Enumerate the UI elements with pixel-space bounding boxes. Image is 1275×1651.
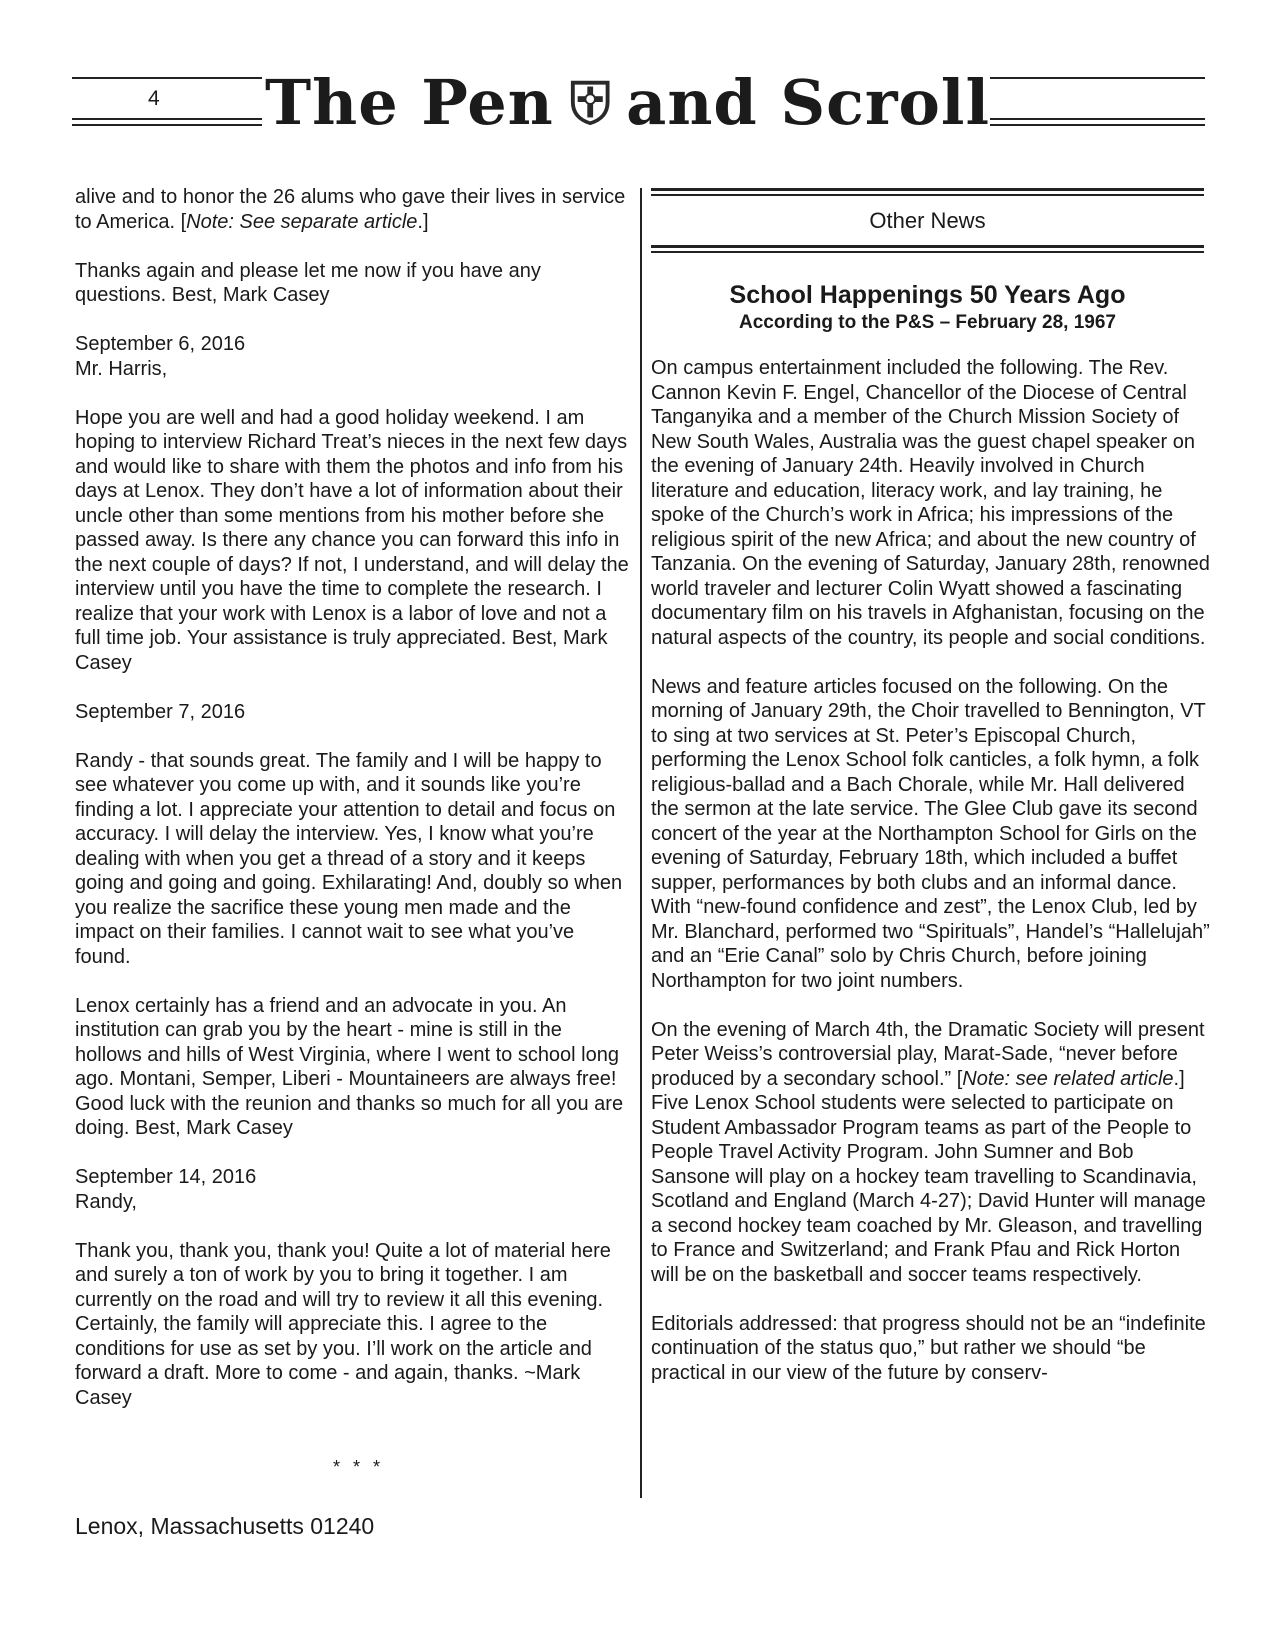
paragraph [651, 1018, 1211, 1288]
masthead-rule-right-top [990, 77, 1205, 79]
crest-icon [568, 76, 612, 128]
column-divider [640, 188, 642, 1498]
text: .] [417, 210, 429, 233]
paragraph: Hope you are well and had a good holiday weekend. I am hoping to interview Richard Treat’s nieces in the next few days and would like to share with them the photos and info from his days at Lenox. They don’t have a lot of information about their uncle other than some mentions from his mother before she passed away. Is there any chance you can forward this info in the next couple of days? If not, I understand, and will delay the interview until you have the time to complete the research. I realize that your work with Lenox is a labor of love and not a full time job. Your assistance is truly appreciated. Best, Mark Casey [75, 406, 629, 674]
page-number: 4 [148, 87, 160, 110]
right-column [651, 356, 1211, 1410]
letter-date: September 6, 2016 [75, 333, 246, 355]
section-label: Other News [869, 208, 986, 233]
letter-salutation: Randy, [75, 1190, 137, 1213]
article-title: School Happenings 50 Years Ago [729, 281, 1126, 309]
masthead-title-right: and Scroll [626, 65, 990, 139]
paragraph: News and feature articles focused on the following. On the morning of January 29th, the Choir travelled to Bennington, VT to sing at two services at St. Peter’s Episcopal Church, performing the Lenox School folk canticles, a folk hymn, a folk religious-ballad and a Bach Chorale, while Mr. Hall delivered the sermon at the late service. The Glee Club gave its second concert of the year at the Northampton School for Girls on the evening of Saturday, February 18th, which included a buffet supper, performances by both clubs and an informal dance. With “new-found confidence and zest”, the Lenox Club, led by Mr. Blanchard, performed two “Spirituals”, Handel’s “Hallelujah” and an “Erie Canal” solo by Chris Church, before joining Northampton for two joint numbers. [651, 675, 1210, 992]
note-text: Note: see related article [962, 1067, 1174, 1090]
section-header [651, 188, 1204, 253]
paragraph: Editorials addressed: that progress should not be an “indefinite continuation of the status quo,” but rather we should “be practical in our view of the future by conserv- [651, 1312, 1206, 1384]
masthead-title-left: The Pen [265, 65, 554, 139]
letter-date: September 7, 2016 [75, 700, 246, 723]
note-text: Note: See separate article [186, 210, 418, 233]
section-rule-top [651, 188, 1204, 196]
paragraph: Randy - that sounds great. The family and I will be happy to see whatever you come up with, and it sounds like you’re finding a lot. I appreciate your attention to detail and focus on accuracy. I will delay the interview. Yes, I know what you’re dealing with when you get a thread of a story and it keeps going and going and going. Exhilarating! And, doubly so when you realize the sacrifice these young men made and the impact on their families. I cannot wait to see what you’ve found. [75, 749, 623, 968]
masthead-rule-left-top [72, 77, 262, 79]
paragraph [75, 185, 630, 234]
text: .] Five Lenox School students were selected to participate on Student Ambassador Program teams as part of the People to People Travel Activity Program. John Sumner and Bob Sansone will play on a hockey team travelling to Scandinavia, Scotland and England (March 4-27); David Hunter will manage a second hockey team coached by Mr. Gleason, and travelling to France and Switzerland; and Frank Pfau and Rick Horton will be on the basketball and soccer teams respectively. [651, 1067, 1206, 1286]
paragraph: Thank you, thank you, thank you! Quite a lot of material here and surely a ton of work by you to bring it together. I am currently on the road and will try to review it all this evening. Certainly, the family will appreciate this. I agree to the conditions for use as set by you. I’ll work on the article and forward a draft. More to come - and again, thanks. ~Mark Casey [75, 1239, 611, 1409]
paragraph: On campus entertainment included the following. The Rev. Cannon Kevin F. Engel, Chancellor of the Diocese of Central Tanganyika and a member of the Church Mission Society of New South Wales, Australia was the guest chapel speaker on the evening of January 24th. Heavily involved in Church literature and education, literacy work, and lay training, he spoke of the Church’s work in Africa; his impressions of the religious spirit of the new Africa; and about the new country of Tanzania. On the evening of Saturday, January 28th, renowned world traveler and lecturer Colin Wyatt showed a fascinating documentary film on his travels in Afghanistan, focusing on the natural aspects of the country, its people and social conditions. [651, 357, 1210, 649]
section-separator: * * * [333, 1457, 385, 1477]
letter-header [75, 1165, 630, 1214]
masthead-rule-right-bottom [990, 124, 1205, 126]
article-subtitle: According to the P&S – February 28, 1967 [739, 312, 1116, 333]
letter-header [75, 332, 630, 381]
masthead-rule-left-mid [72, 118, 262, 120]
letter-date: September 14, 2016 [75, 1166, 257, 1188]
masthead-rule-left-bottom [72, 124, 262, 126]
paragraph: Thanks again and please let me now if you have any questions. Best, Mark Casey [75, 259, 541, 306]
masthead-title [265, 56, 990, 148]
section-rule-bottom [651, 245, 1204, 253]
paragraph: Lenox certainly has a friend and an advocate in you. An institution can grab you by the heart - mine is still in the hollows and hills of West Virginia, where I went to school long ago. Montani, Semper, Liberi - Mountaineers are always free! Good luck with the reunion and thanks so much for all you are doing. Best, Mark Casey [75, 994, 624, 1139]
text: On the evening of March 4th, the Dramatic Society will present Peter Weiss’s controversial play, Marat-Sade, “never before produced by a secondary school.” [ [651, 1018, 1205, 1090]
letter-salutation: Mr. Harris, [75, 357, 168, 380]
left-column [75, 185, 630, 1435]
text: alive and to honor the 26 alums who gave their lives in service to America. [ [75, 186, 626, 233]
masthead-rule-right-mid [990, 118, 1205, 120]
footer-address: Lenox, Massachusetts 01240 [75, 1513, 375, 1539]
